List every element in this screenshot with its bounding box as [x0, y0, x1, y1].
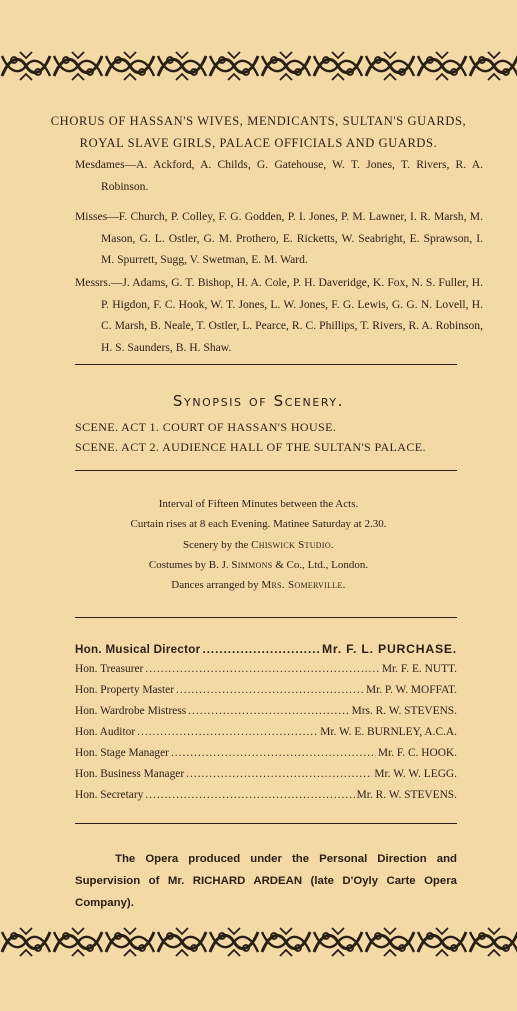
officer-role: Hon. Auditor: [75, 726, 136, 738]
officer-role: Hon. Musical Director: [75, 643, 201, 656]
production-credit: The Opera produced under the Personal Direction and Supervision of Mr. RICHARD ARDEAN (late D'Oyly Carte Opera Company).: [75, 853, 457, 909]
officer-row: [75, 747, 457, 759]
officer-role: Hon. Property Master: [75, 684, 175, 696]
leader-dots: [137, 726, 318, 738]
costumes-maker: Simmons: [231, 559, 273, 571]
costumes-prefix: Costumes by B. J.: [148, 559, 232, 571]
leader-dots: [171, 747, 376, 759]
officer-name: Mr. F. L. PURCHASE.: [321, 642, 457, 656]
scene-act-2: SCENE. ACT 2. AUDIENCE HALL OF THE SULTAN'S PALACE.: [75, 440, 426, 454]
divider-rule: [75, 364, 457, 365]
officer-name: Mr. W. E. BURNLEY, A.C.A.: [320, 726, 457, 738]
ornamental-border-bottom: [0, 922, 517, 962]
costumes-credit: [0, 555, 517, 575]
leader-dots: [145, 789, 354, 801]
officer-role: Hon. Stage Manager: [75, 747, 169, 759]
leader-dots: [188, 705, 349, 717]
divider-rule: [75, 823, 457, 824]
leader-dots: [186, 768, 372, 780]
officer-name: Mr. P. W. MOFFAT.: [365, 684, 457, 696]
officer-row: [75, 684, 457, 696]
scenery-prefix: Scenery by the: [183, 539, 252, 551]
officer-name: Mr. R. W. STEVENS.: [356, 789, 457, 801]
officer-row: [75, 663, 457, 675]
officer-role: Hon. Treasurer: [75, 663, 144, 675]
officer-row: [75, 789, 457, 801]
mesdames-list: Mesdames—A. Ackford, A. Childs, G. Gatehouse, W. T. Jones, T. Rivers, R. A. Robinson.: [75, 158, 483, 193]
officer-role: Hon. Wardrobe Mistress: [75, 705, 187, 717]
officer-role: Hon. Secretary: [75, 789, 144, 801]
dances-prefix: Dances arranged by: [171, 579, 262, 591]
curtain-note: Curtain rises at 8 each Evening. Matinee Saturday at 2.30.: [130, 518, 387, 530]
leader-dots: [202, 643, 319, 656]
chorus-title-line-1: CHORUS OF HASSAN'S WIVES, MENDICANTS, SULTAN'S GUARDS,: [50, 114, 467, 128]
officer-role: Hon. Business Manager: [75, 768, 185, 780]
dances-arranger: Mrs. Somerville.: [261, 579, 346, 591]
scene-act-1: SCENE. ACT 1. COURT OF HASSAN'S HOUSE.: [75, 420, 337, 434]
divider-rule: [75, 617, 457, 618]
leader-dots: [176, 684, 364, 696]
scenery-studio: Chiswick Studio.: [251, 539, 334, 551]
officer-name: Mr. F. C. HOOK.: [377, 747, 457, 759]
officer-row: [75, 768, 457, 780]
officer-name: Mrs. R. W. STEVENS.: [351, 705, 457, 717]
divider-rule: [75, 470, 457, 471]
officer-name: Mr. W. W. LEGG.: [374, 768, 457, 780]
costumes-suffix: & Co., Ltd., London.: [272, 559, 369, 571]
dances-credit: [0, 575, 517, 595]
ornamental-border-top: [0, 46, 517, 86]
chorus-title-line-2: ROYAL SLAVE GIRLS, PALACE OFFICIALS AND GUARDS.: [79, 136, 438, 150]
scenery-credit: [0, 535, 517, 555]
messrs-list: Messrs.—J. Adams, G. T. Bishop, H. A. Cole, P. H. Daveridge, K. Fox, N. S. Fuller, H. P. Higdon, F. C. Hook, W. T. Jones, L. W. Jones, F. G. Lewis, G. G. N. Lovell, H. C. Marsh, B. Neale, T. Ostler, L. Pearce, R. C. Phillips, T. Rivers, R. A. Robinson, H. S. Saunders, B. H. Shaw.: [75, 276, 483, 354]
misses-list: Misses—F. Church, P. Colley, F. G. Godden, P. I. Jones, P. M. Lawner, I. R. Marsh, M. Mason, G. L. Ostler, G. M. Prothero, E. Ricketts, W. Seabright, E. Sprawson, I. M. Spurrett, Sugg, V. Swetman, E. M. Ward.: [75, 210, 483, 266]
officer-row: [75, 705, 457, 717]
synopsis-heading: Synopsis of Scenery.: [172, 392, 345, 410]
officer-row: [75, 642, 457, 656]
leader-dots: [145, 663, 380, 675]
officer-name: Mr. F. E. NUTT.: [381, 663, 457, 675]
officer-row: [75, 726, 457, 738]
interval-note: Interval of Fifteen Minutes between the Acts.: [158, 498, 359, 510]
